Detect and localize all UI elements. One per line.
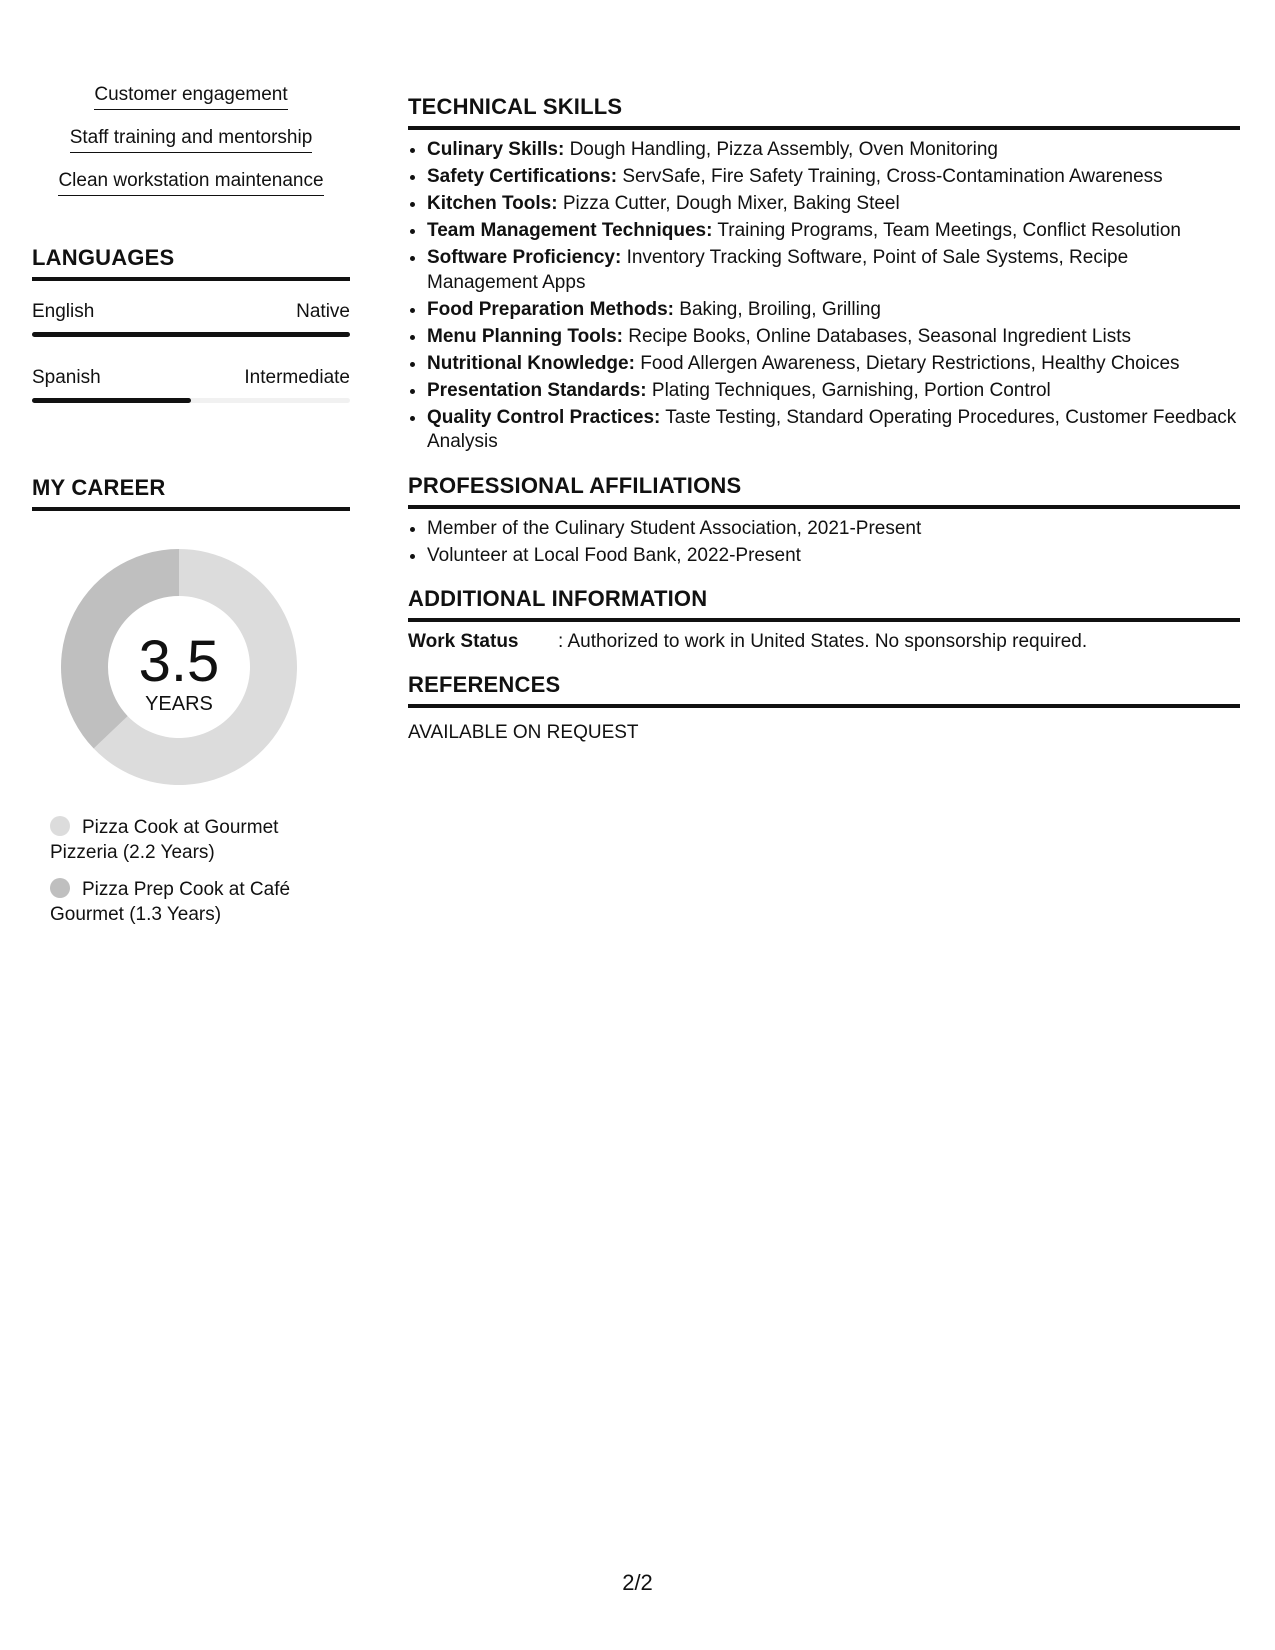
technical-skills-section bbox=[408, 94, 1240, 455]
legend-item bbox=[50, 877, 310, 927]
skill-label: Quality Control Practices: bbox=[427, 406, 661, 428]
skill-text: Taste Testing, Standard Operating Procedures, Customer Feedback Analysis bbox=[427, 406, 1237, 452]
references-section bbox=[408, 672, 1240, 744]
skill-label: Kitchen Tools: bbox=[427, 193, 558, 214]
technical-skills-list bbox=[408, 138, 1240, 455]
language-level: Native bbox=[296, 301, 350, 322]
legend-label: Pizza Prep Cook at Café Gourmet (1.3 Years) bbox=[50, 879, 291, 925]
page-number: 2/2 bbox=[622, 1570, 653, 1595]
skill-label: Team Management Techniques: bbox=[427, 220, 713, 241]
skill-tag: Staff training and mentorship bbox=[70, 127, 313, 153]
sidebar bbox=[32, 84, 350, 939]
career-legend bbox=[50, 815, 310, 927]
language-name: Spanish bbox=[32, 367, 101, 388]
language-bar bbox=[32, 332, 350, 337]
skill-text: Dough Handling, Pizza Assembly, Oven Monitoring bbox=[569, 139, 998, 160]
skill-label: Menu Planning Tools: bbox=[427, 325, 623, 347]
skill-text: Pizza Cutter, Dough Mixer, Baking Steel bbox=[562, 193, 900, 214]
work-status-value: : Authorized to work in United States. No sponsorship required. bbox=[558, 631, 1088, 652]
legend-swatch-icon bbox=[50, 878, 70, 898]
skill-label: Software Proficiency: bbox=[427, 247, 622, 268]
career-total-years: 3.5 bbox=[138, 629, 220, 694]
affiliations-list bbox=[408, 517, 1240, 569]
skill-text: ServSafe, Fire Safety Training, Cross-Contamination Awareness bbox=[622, 166, 1163, 187]
list-item: • Member of the Culinary Student Association, 2021-Present bbox=[427, 517, 1240, 542]
language-name: English bbox=[32, 301, 95, 322]
list-item bbox=[427, 246, 1240, 295]
skill-label: Nutritional Knowledge: bbox=[427, 352, 635, 374]
skill-label: Culinary Skills: bbox=[427, 139, 565, 160]
language-english bbox=[32, 301, 350, 337]
languages-title: LANGUAGES bbox=[32, 245, 350, 281]
work-status-label: Work Status bbox=[408, 631, 519, 652]
language-bar-fill bbox=[32, 332, 350, 337]
list-item bbox=[427, 298, 1240, 323]
career-title: MY CAREER bbox=[32, 475, 350, 511]
skill-label: Safety Certifications: bbox=[427, 166, 618, 187]
skill-label: Food Preparation Methods: bbox=[427, 298, 674, 320]
language-bar-fill bbox=[32, 398, 191, 403]
legend-label: Pizza Cook at Gourmet Pizzeria (2.2 Years) bbox=[50, 817, 279, 863]
language-spanish bbox=[32, 367, 350, 403]
skill-text: Food Allergen Awareness, Dietary Restrictions, Healthy Choices bbox=[640, 352, 1180, 374]
language-level: Intermediate bbox=[244, 367, 350, 388]
list-item bbox=[427, 165, 1240, 190]
list-item bbox=[427, 192, 1240, 217]
skill-text: Plating Techniques, Garnishing, Portion Control bbox=[651, 379, 1051, 401]
affiliations-section bbox=[408, 473, 1240, 569]
technical-skills-title: TECHNICAL SKILLS bbox=[408, 94, 1240, 130]
career-donut-chart bbox=[57, 545, 301, 789]
skill-text: Recipe Books, Online Databases, Seasonal Ingredient Lists bbox=[628, 325, 1131, 347]
legend-swatch-icon bbox=[50, 816, 70, 836]
list-item bbox=[427, 379, 1240, 404]
skill-text: Training Programs, Team Meetings, Conflict Resolution bbox=[717, 220, 1181, 241]
legend-item bbox=[50, 815, 310, 865]
list-item bbox=[427, 219, 1240, 244]
skill-tags bbox=[32, 84, 350, 213]
skill-label: Presentation Standards: bbox=[427, 379, 647, 401]
references-title: REFERENCES bbox=[408, 672, 1240, 708]
list-item bbox=[427, 325, 1240, 350]
career-years-label: YEARS bbox=[145, 693, 213, 715]
skill-text: Inventory Tracking Software, Point of Sale Systems, Recipe Management Apps bbox=[427, 247, 1129, 293]
list-item bbox=[427, 406, 1240, 455]
work-status-row bbox=[408, 630, 1240, 654]
additional-info-section bbox=[408, 586, 1240, 654]
language-bar bbox=[32, 398, 350, 403]
skill-tag: Customer engagement bbox=[94, 84, 287, 110]
list-item: • Volunteer at Local Food Bank, 2022-Present bbox=[427, 544, 1240, 569]
skill-text: Baking, Broiling, Grilling bbox=[679, 298, 881, 320]
main-content bbox=[408, 94, 1240, 762]
additional-info-title: ADDITIONAL INFORMATION bbox=[408, 586, 1240, 622]
skill-tag: Clean workstation maintenance bbox=[58, 170, 323, 196]
affiliations-title: PROFESSIONAL AFFILIATIONS bbox=[408, 473, 1240, 509]
list-item bbox=[427, 352, 1240, 377]
references-text: AVAILABLE ON REQUEST bbox=[408, 722, 639, 743]
list-item bbox=[427, 138, 1240, 163]
